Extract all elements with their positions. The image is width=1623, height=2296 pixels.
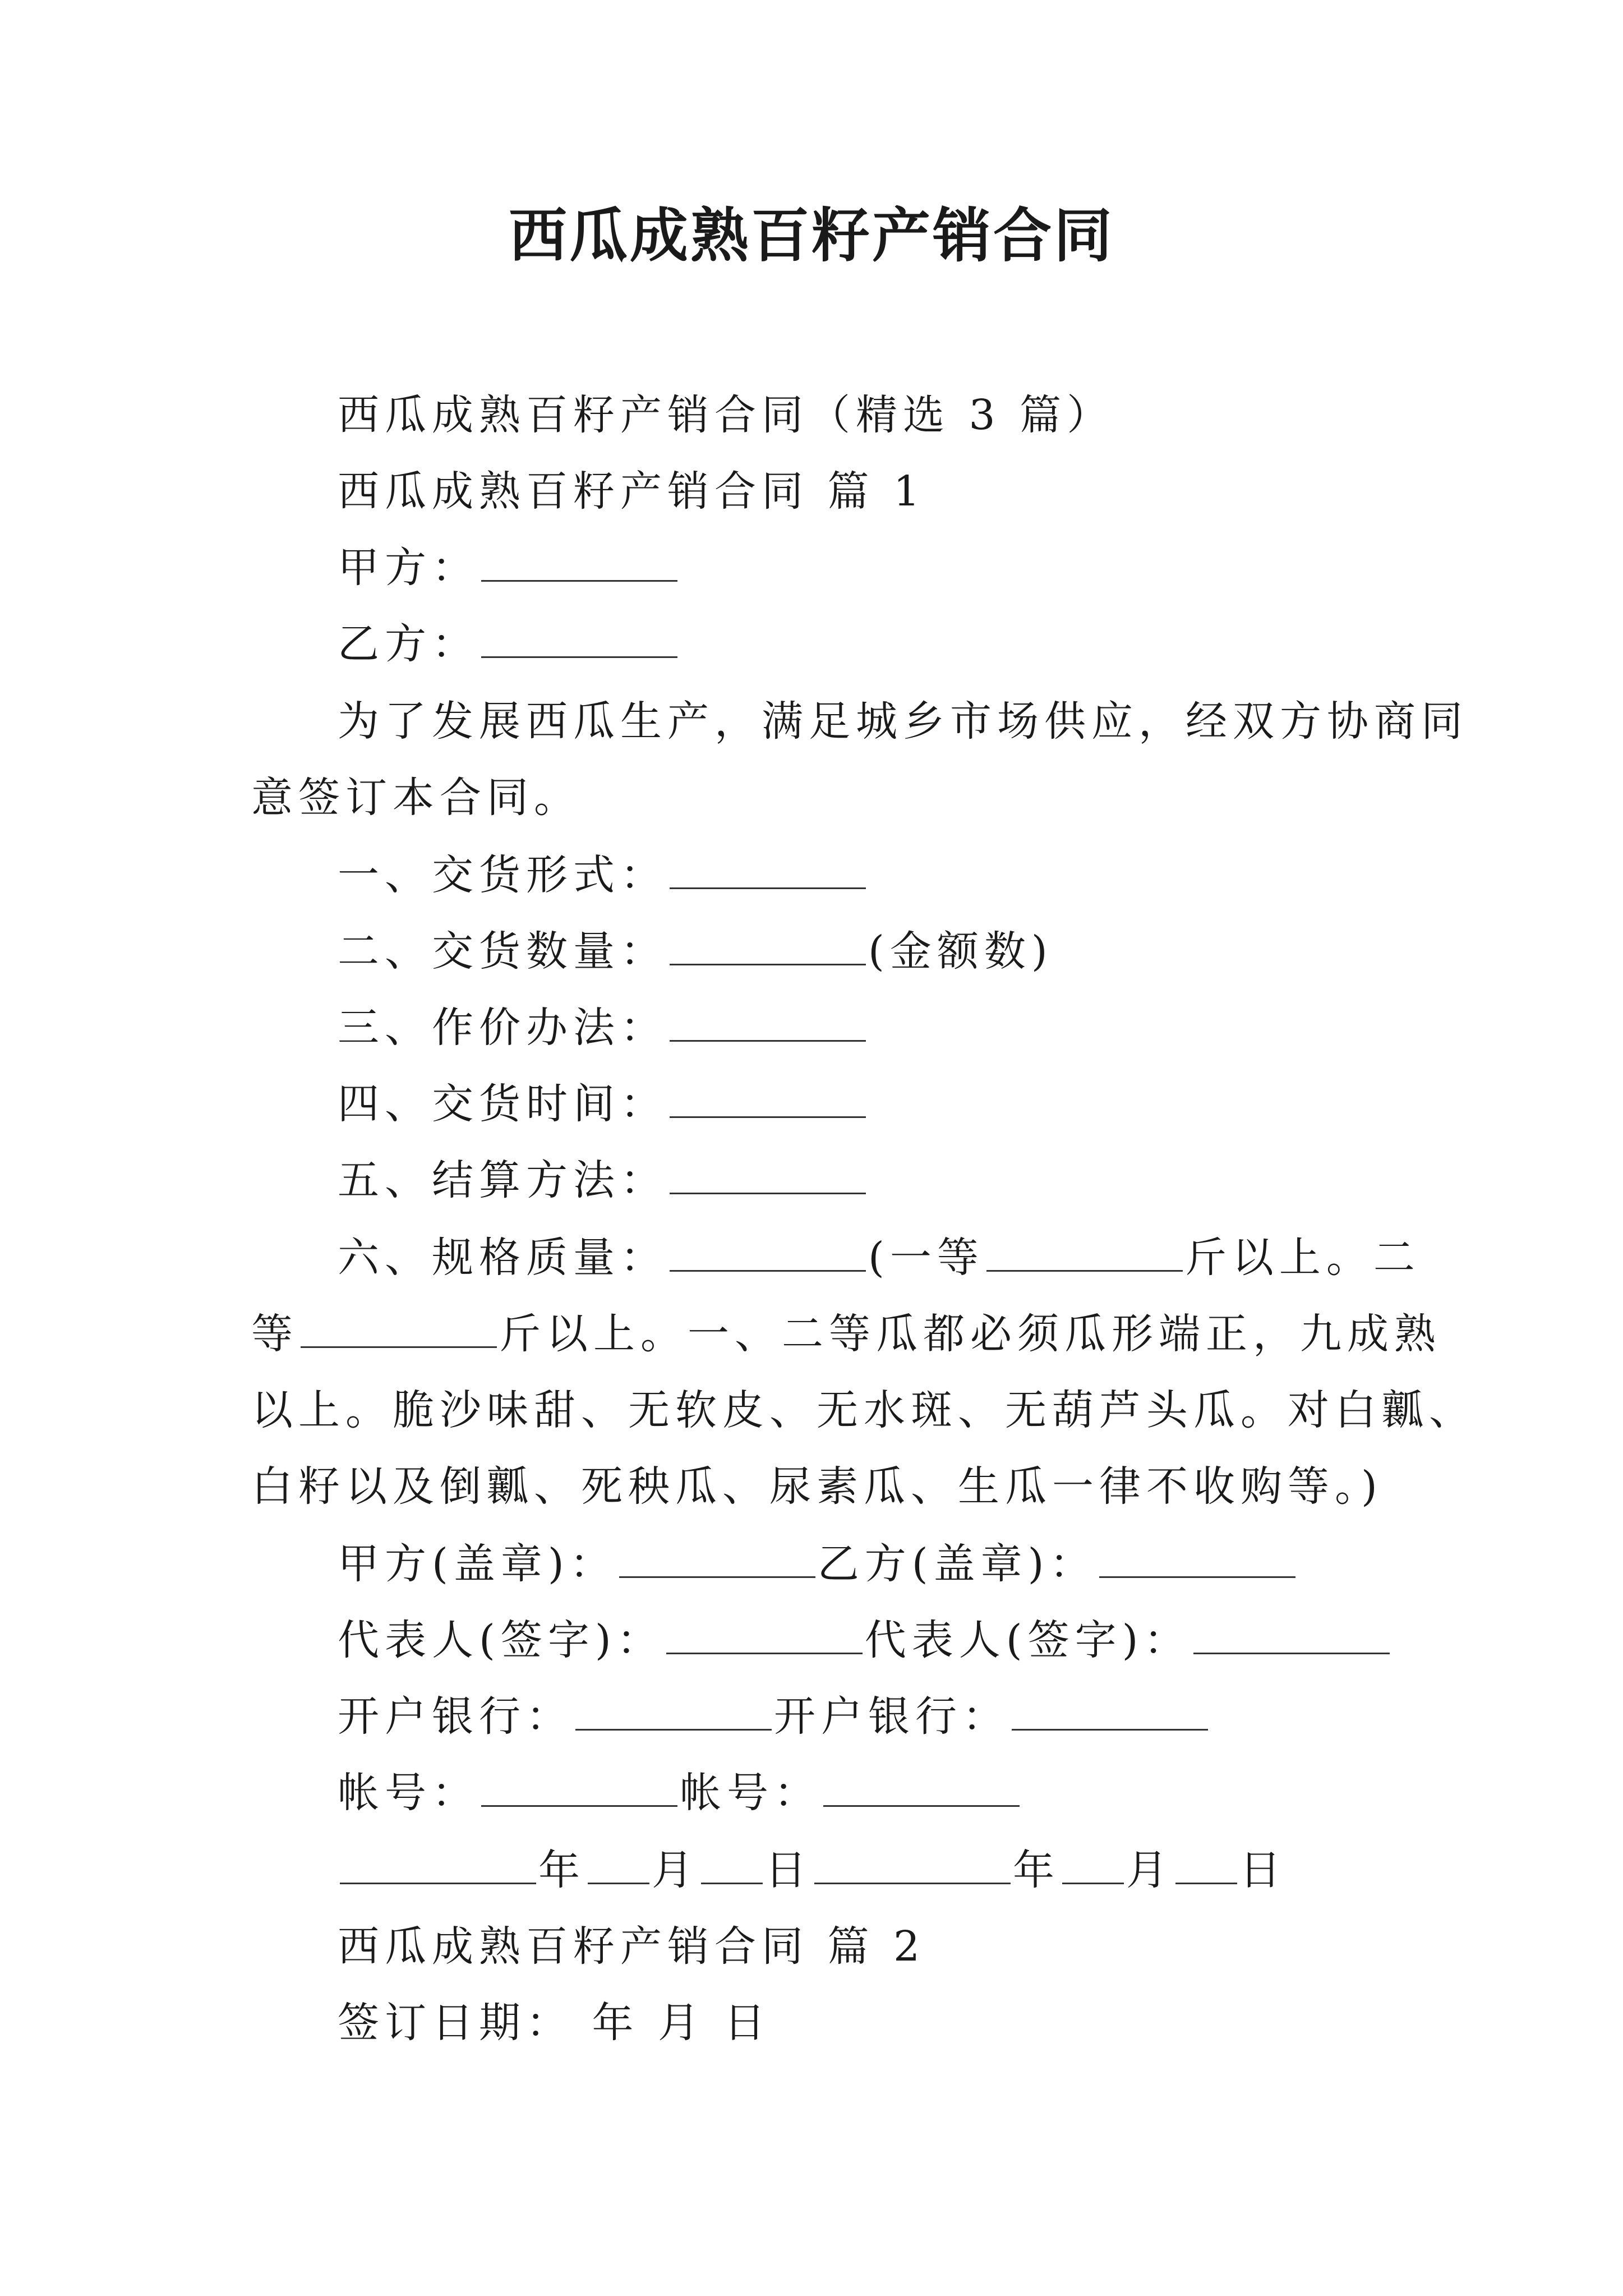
spec-grade2-blank xyxy=(301,1307,497,1348)
intro-line-1: 为了发展西瓜生产，满足城乡市场供应，经双方协商同 xyxy=(338,697,1468,746)
date-b-day: 日 xyxy=(1239,1846,1287,1894)
item-2-label: 二、交货数量： xyxy=(338,927,667,976)
item-4-label: 四、交货时间： xyxy=(338,1080,667,1128)
item-6-grade1-suffix: 斤以上。二 xyxy=(1184,1234,1421,1282)
item-6-grade1: (一等 xyxy=(868,1234,984,1282)
item-3-line xyxy=(338,1000,868,1056)
item-6-label: 六、规格质量： xyxy=(338,1234,667,1282)
party-a-blank xyxy=(481,541,677,582)
seal-a-blank xyxy=(619,1537,815,1578)
item-2-suffix: (金额数) xyxy=(868,927,1053,976)
seal-b-label: 乙方(盖章)： xyxy=(817,1540,1097,1588)
bank-b-blank xyxy=(1012,1690,1208,1731)
section-1-heading: 西瓜成熟百籽产销合同 篇 1 xyxy=(338,467,926,516)
bank-a-blank xyxy=(575,1690,772,1731)
spec-grade2: 等 xyxy=(251,1310,298,1358)
item-1-label: 一、交货形式： xyxy=(338,851,667,899)
item-6-blank xyxy=(670,1231,866,1272)
intro-line-2: 意签订本合同。 xyxy=(251,774,581,822)
date-a-year: 年 xyxy=(538,1846,585,1894)
spec-line-4: 白籽以及倒瓤、死秧瓜、尿素瓜、生瓜一律不收购等。) xyxy=(251,1462,1383,1511)
rep-b-label: 代表人(签字)： xyxy=(864,1616,1191,1664)
account-b-blank xyxy=(823,1766,1020,1807)
item-1-line xyxy=(338,847,868,903)
bank-b-label: 开户银行： xyxy=(774,1692,1009,1741)
rep-b-blank xyxy=(1193,1613,1390,1654)
item-6-grade1-blank xyxy=(986,1231,1183,1272)
section-2-heading: 西瓜成熟百籽产销合同 篇 2 xyxy=(338,1922,926,1971)
sign-date-line: 签订日期： 年 月 日 xyxy=(338,1999,771,2047)
item-1-blank xyxy=(670,848,866,889)
date-line xyxy=(338,1842,1287,1898)
seal-b-blank xyxy=(1099,1537,1295,1578)
party-b-label: 乙方： xyxy=(338,620,479,668)
party-a-label: 甲方： xyxy=(338,544,479,592)
date-b-month-blank xyxy=(1062,1843,1124,1884)
bank-line xyxy=(338,1688,1210,1745)
document-title: 西瓜成熟百籽产销合同 xyxy=(508,201,1114,270)
account-a-label: 帐号： xyxy=(338,1769,479,1817)
item-5-line xyxy=(338,1152,868,1208)
item-2-line xyxy=(338,923,1053,979)
date-b-year: 年 xyxy=(1013,1846,1060,1894)
party-b-line xyxy=(338,616,680,672)
party-a-line xyxy=(338,540,680,596)
item-4-line xyxy=(338,1076,868,1132)
party-b-blank xyxy=(481,617,677,658)
item-4-blank xyxy=(670,1077,866,1118)
date-a-day-blank xyxy=(701,1843,763,1884)
date-b-day-blank xyxy=(1175,1843,1237,1884)
account-a-blank xyxy=(481,1766,677,1807)
spec-line-3: 以上。脆沙味甜、无软皮、无水斑、无葫芦头瓜。对白瓤、 xyxy=(251,1386,1476,1434)
item-3-blank xyxy=(670,1001,866,1042)
seal-line xyxy=(338,1536,1298,1592)
item-5-blank xyxy=(670,1153,866,1194)
rep-a-blank xyxy=(666,1613,863,1654)
account-b-label: 帐号： xyxy=(680,1769,821,1817)
item-6-line xyxy=(338,1230,1421,1286)
spec-line-2 xyxy=(251,1306,1441,1362)
date-b-month: 月 xyxy=(1126,1846,1173,1894)
bank-a-label: 开户银行： xyxy=(338,1692,573,1741)
item-3-label: 三、作价办法： xyxy=(338,1004,667,1052)
representative-line xyxy=(338,1612,1392,1668)
spec-grade2-text: 斤以上。一、二等瓜都必须瓜形端正，九成熟 xyxy=(499,1310,1441,1358)
date-b-year-blank xyxy=(814,1843,1011,1884)
document-subtitle: 西瓜成熟百籽产销合同（精选 3 篇） xyxy=(338,391,1114,439)
date-a-day: 日 xyxy=(765,1846,812,1894)
seal-a-label: 甲方(盖章)： xyxy=(338,1540,617,1588)
rep-a-label: 代表人(签字)： xyxy=(338,1616,664,1664)
date-a-year-blank xyxy=(340,1843,536,1884)
item-2-blank xyxy=(670,924,866,965)
date-a-month-blank xyxy=(588,1843,649,1884)
account-line xyxy=(338,1765,1022,1821)
date-a-month: 月 xyxy=(652,1846,699,1894)
item-5-label: 五、结算方法： xyxy=(338,1156,667,1204)
